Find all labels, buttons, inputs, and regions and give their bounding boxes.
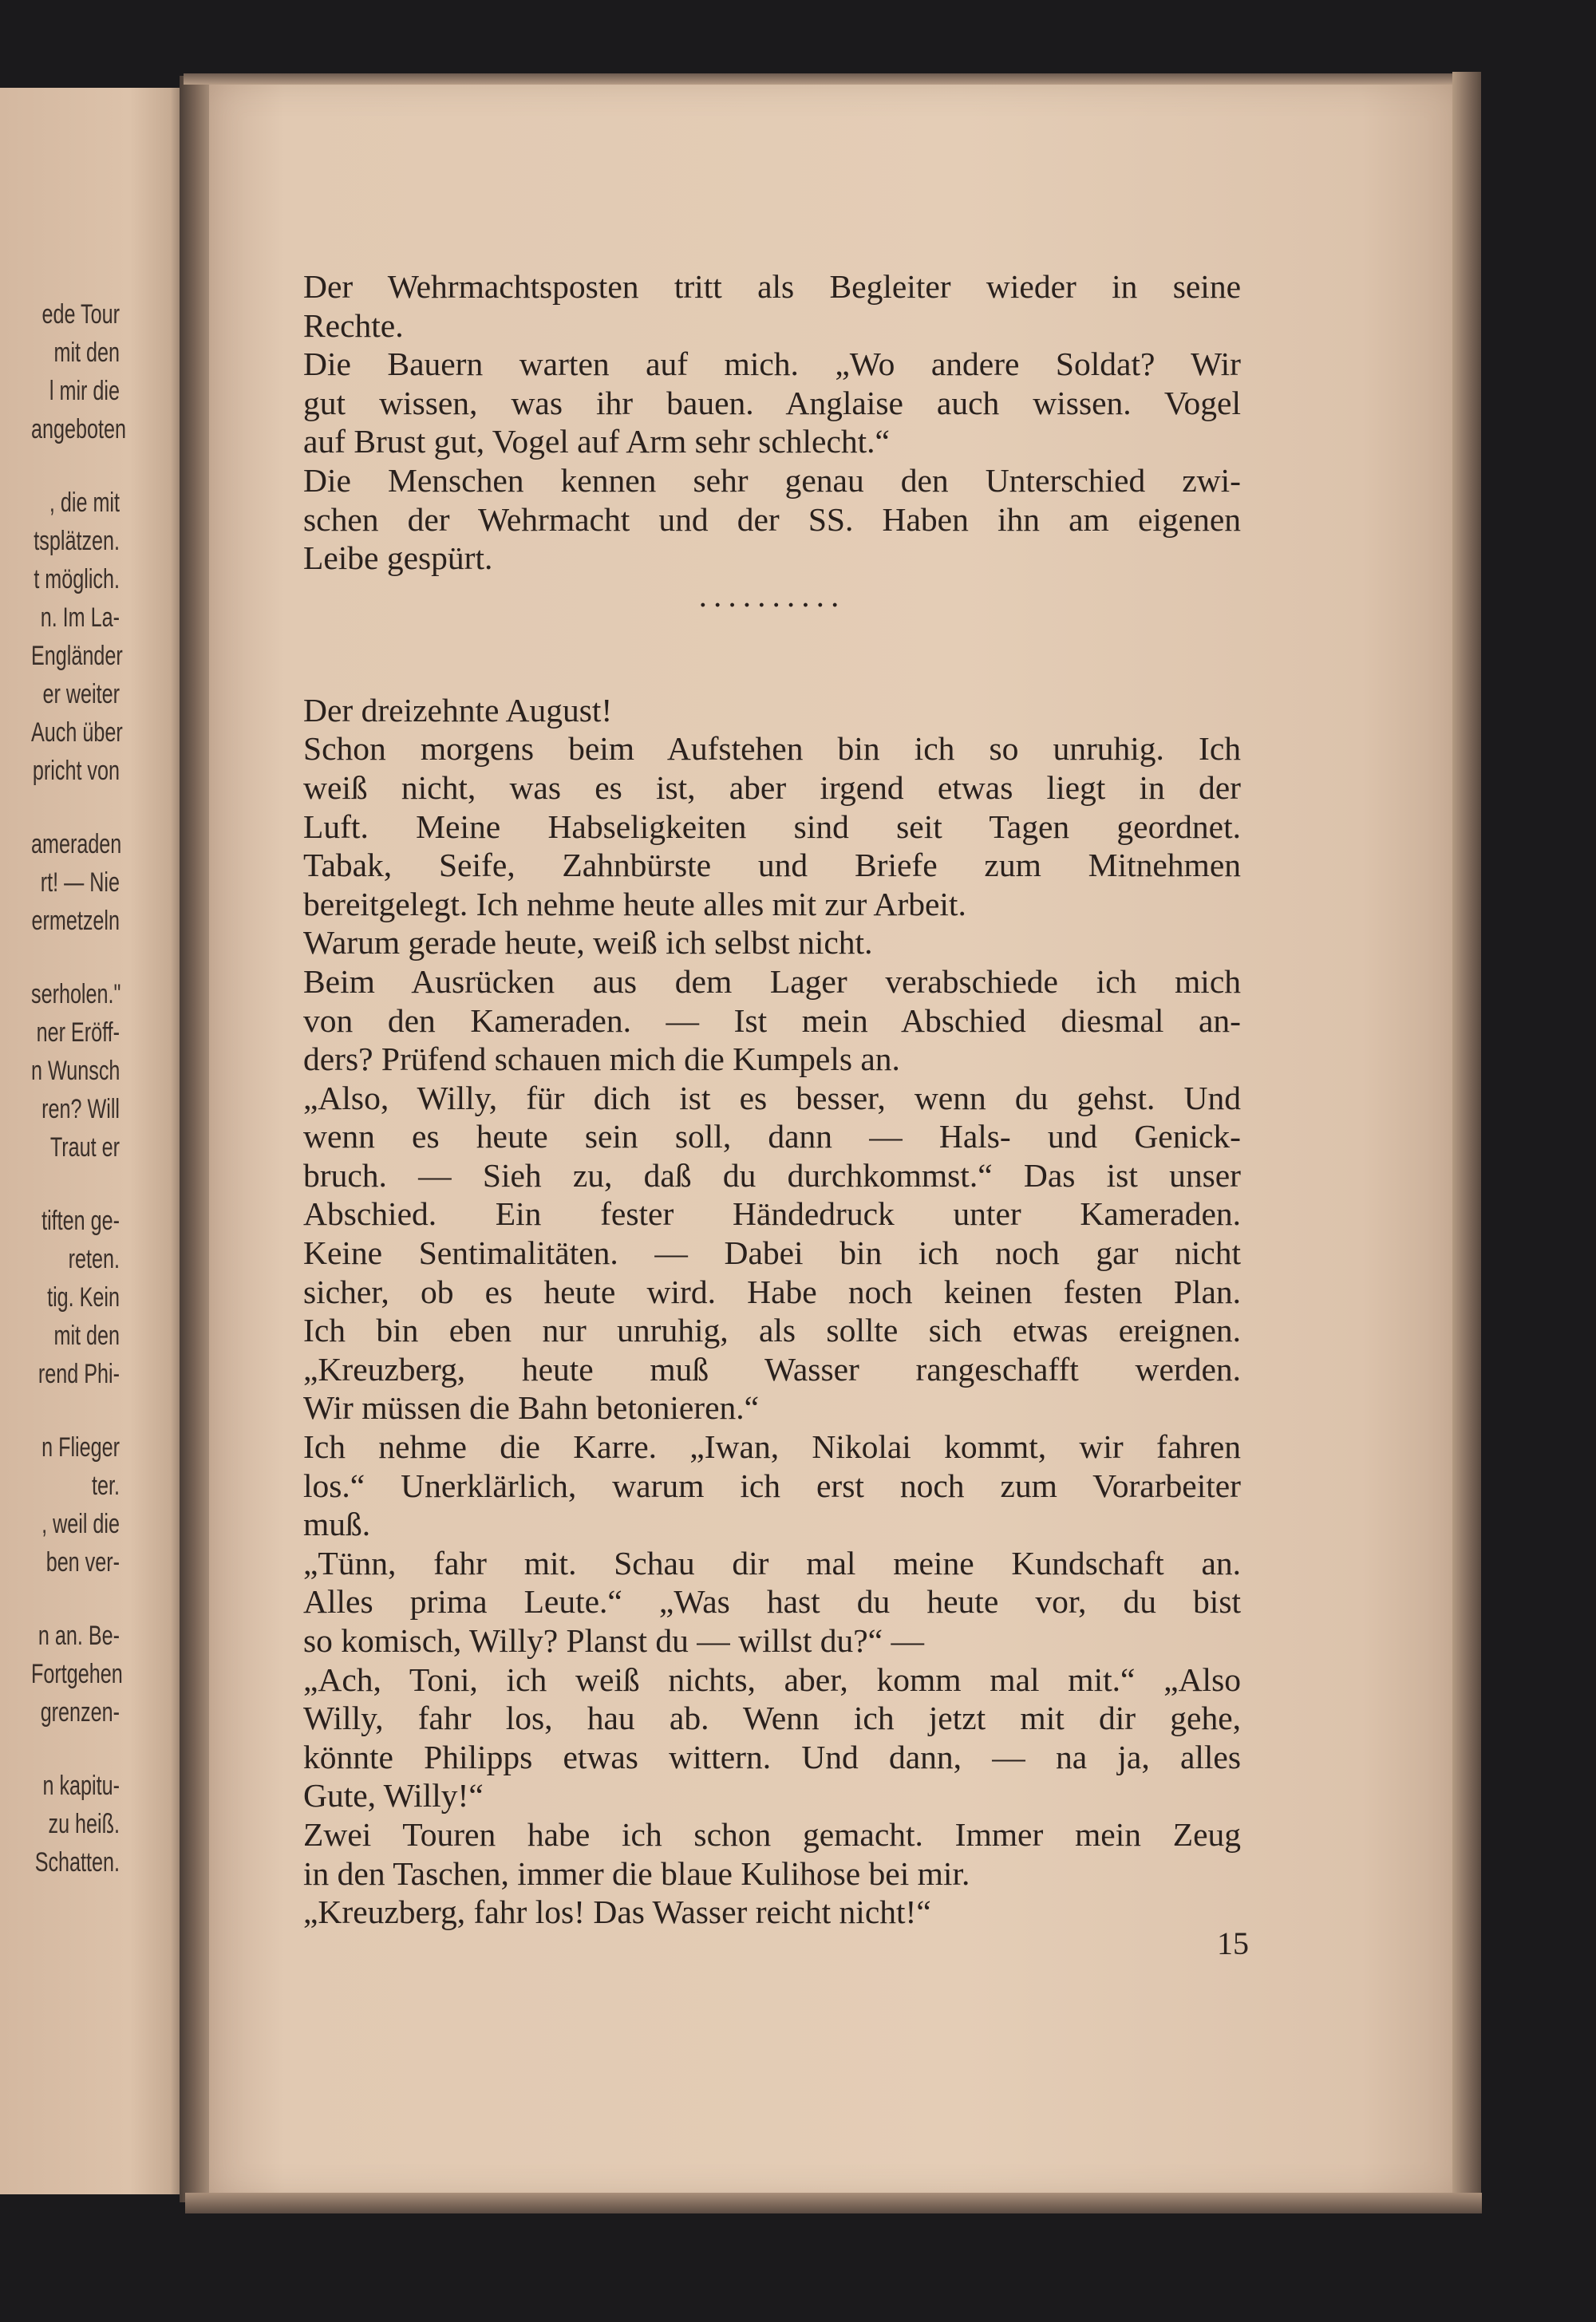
left-page <box>0 88 185 2194</box>
text-line: Rechte. <box>303 306 404 344</box>
left-page-fragment: Auch über <box>31 717 123 748</box>
text-line: wenn es heute sein soll, dann — Hals- und Genick- <box>303 1118 1241 1155</box>
text-line: gut wissen, was ihr bauen. Anglaise auch wissen. Vogel <box>303 384 1241 421</box>
text-line: von den Kameraden. — Ist mein Abschied diesmal an- <box>303 1001 1241 1039</box>
paragraph-gap <box>0 448 120 484</box>
left-page-fragment: n Wunsch <box>31 1056 120 1086</box>
text-line: könnte Philipps etwas wittern. Und dann, — na ja, alles <box>303 1738 1241 1775</box>
paragraph-gap <box>0 790 120 825</box>
text-line: bruch. — Sieh zu, daß du durchkommst.“ Das ist unser <box>303 1156 1241 1194</box>
page-right-edge <box>1452 72 1481 2210</box>
body-text <box>303 267 1241 1932</box>
left-page-fragment: zu heiß. <box>48 1809 120 1839</box>
left-page-fragment: Fortgehen <box>31 1659 123 1689</box>
text-line: weiß nicht, was es ist, aber irgend etwas liegt in der <box>303 768 1241 806</box>
left-page-fragment: tsplätzen. <box>34 526 120 556</box>
left-page-fragment: l mir die <box>49 376 120 406</box>
left-page-fragment: tig. Kein <box>47 1282 120 1313</box>
left-page-fragment: pricht von <box>32 756 120 786</box>
text-line: „Kreuzberg, heute muß Wasser rangeschafft werden. <box>303 1350 1241 1388</box>
text-line: Beim Ausrücken aus dem Lager verabschiede ich mich <box>303 962 1241 1000</box>
left-page-fragment: er weiter <box>42 679 120 709</box>
left-page-fragment: ben ver- <box>45 1547 120 1578</box>
left-page-fragment: ter. <box>92 1471 120 1501</box>
text-line: Warum gerade heute, weiß ich selbst nicht. <box>303 924 873 962</box>
text-line: „Kreuzberg, fahr los! Das Wasser reicht nicht!“ <box>303 1894 931 1931</box>
text-line: ders? Prüfend schauen mich die Kumpels an. <box>303 1041 900 1078</box>
left-page-fragment: ede Tour <box>41 299 120 330</box>
text-line: in den Taschen, immer die blaue Kulihose bei mir. <box>303 1854 970 1892</box>
text-line: Der Wehrmachtsposten tritt als Begleiter wieder in seine <box>303 268 1241 305</box>
paragraph-gap <box>0 1582 120 1617</box>
left-page-fragment: rt! — Nie <box>40 867 120 898</box>
text-line: Gute, Willy!“ <box>303 1777 484 1815</box>
left-page-fragment: serholen." <box>31 979 121 1009</box>
text-line: Die Bauern warten auf mich. „Wo andere Soldat? Wir <box>303 346 1241 383</box>
text-line: bereitgelegt. Ich nehme heute alles mit zur Arbeit. <box>303 885 966 922</box>
left-page-fragment: rend Phi- <box>38 1359 120 1389</box>
paragraph-gap <box>0 940 120 975</box>
text-line: „Tünn, fahr mit. Schau dir mal meine Kundschaft an. <box>303 1544 1241 1582</box>
paragraph-gap <box>0 1167 120 1202</box>
left-page-fragment: grenzen- <box>40 1697 120 1728</box>
text-line: auf Brust gut, Vogel auf Arm sehr schlecht.“ <box>303 423 890 460</box>
text-line: „Also, Willy, für dich ist es besser, wenn du gehst. Und <box>303 1079 1241 1116</box>
page-bottom-edge <box>185 2193 1482 2213</box>
text-line: Abschied. Ein fester Händedruck unter Kameraden. <box>303 1195 1241 1233</box>
left-page-text <box>0 295 126 1882</box>
left-page-fragment: n kapitu- <box>42 1771 120 1801</box>
left-page-fragment: reten. <box>68 1244 120 1274</box>
left-page-fragment: , die mit <box>49 488 120 518</box>
text-line: Tabak, Seife, Zahnbürste und Briefe zum Mitnehmen <box>303 847 1241 884</box>
left-page-fragment: n Flieger <box>41 1432 120 1463</box>
text-line: sicher, ob es heute wird. Habe noch keinen festen Plan. <box>303 1273 1241 1310</box>
text-line: muß. <box>303 1506 371 1543</box>
text-line: Alles prima Leute.“ „Was hast du heute vor, du bist <box>303 1583 1241 1621</box>
left-page-fragment: ner Eröff- <box>36 1017 120 1048</box>
text-line: schen der Wehrmacht und der SS. Haben ihn am eigenen <box>303 500 1241 538</box>
text-line: Ich bin eben nur unruhig, als sollte sich etwas ereignen. <box>303 1312 1241 1349</box>
left-page-fragment: Traut er <box>49 1132 120 1163</box>
left-page-fragment: , weil die <box>41 1509 120 1539</box>
left-page-fragment: ameraden <box>31 829 122 859</box>
left-page-fragment: t möglich. <box>34 564 120 594</box>
page-number: 15 <box>1217 1925 1249 1961</box>
text-line: Keine Sentimalitäten. — Dabei bin ich noch gar nicht <box>303 1234 1241 1272</box>
text-line: Schon morgens beim Aufstehen bin ich so unruhig. Ich <box>303 730 1241 768</box>
left-page-fragment: tiften ge- <box>41 1206 120 1236</box>
section-divider: .......... <box>698 576 846 614</box>
paragraph-gap <box>0 1732 120 1767</box>
text-line: Die Menschen kennen sehr genau den Unterschied zwi- <box>303 461 1241 499</box>
text-line: „Ach, Toni, ich weiß nichts, aber, komm mal mit.“ „Also <box>303 1661 1241 1698</box>
left-page-fragment: Schatten. <box>34 1847 120 1878</box>
section-heading: Der dreizehnte August! <box>303 691 613 729</box>
text-line: Ich nehme die Karre. „Iwan, Nikolai kommt, wir fahren <box>303 1428 1241 1466</box>
page-top-edge <box>184 73 1476 85</box>
left-page-fragment: ermetzeln <box>31 906 120 936</box>
left-page-fragment: angeboten <box>31 414 126 444</box>
left-page-fragment: mit den <box>53 338 120 368</box>
left-page-fragment: n an. Be- <box>38 1621 120 1651</box>
text-line: Zwei Touren habe ich schon gemacht. Immer mein Zeug <box>303 1815 1241 1853</box>
paragraph-gap <box>0 1393 120 1428</box>
text-line: so komisch, Willy? Planst du — willst du?“ — <box>303 1622 924 1659</box>
left-page-fragment: mit den <box>53 1321 120 1351</box>
text-line: los.“ Unerklärlich, warum ich erst noch zum Vorarbeiter <box>303 1467 1241 1504</box>
left-page-fragment: n. Im La- <box>40 602 120 633</box>
text-line: Wir müssen die Bahn betonieren.“ <box>303 1389 760 1427</box>
text-line: Leibe gespürt. <box>303 539 493 577</box>
left-page-fragment: ren? Will <box>41 1094 120 1124</box>
text-line: Willy, fahr los, hau ab. Wenn ich jetzt mit dir gehe, <box>303 1700 1241 1737</box>
left-page-fragment: Engländer <box>31 641 123 671</box>
text-line: Luft. Meine Habseligkeiten sind seit Tagen geordnet. <box>303 808 1241 845</box>
